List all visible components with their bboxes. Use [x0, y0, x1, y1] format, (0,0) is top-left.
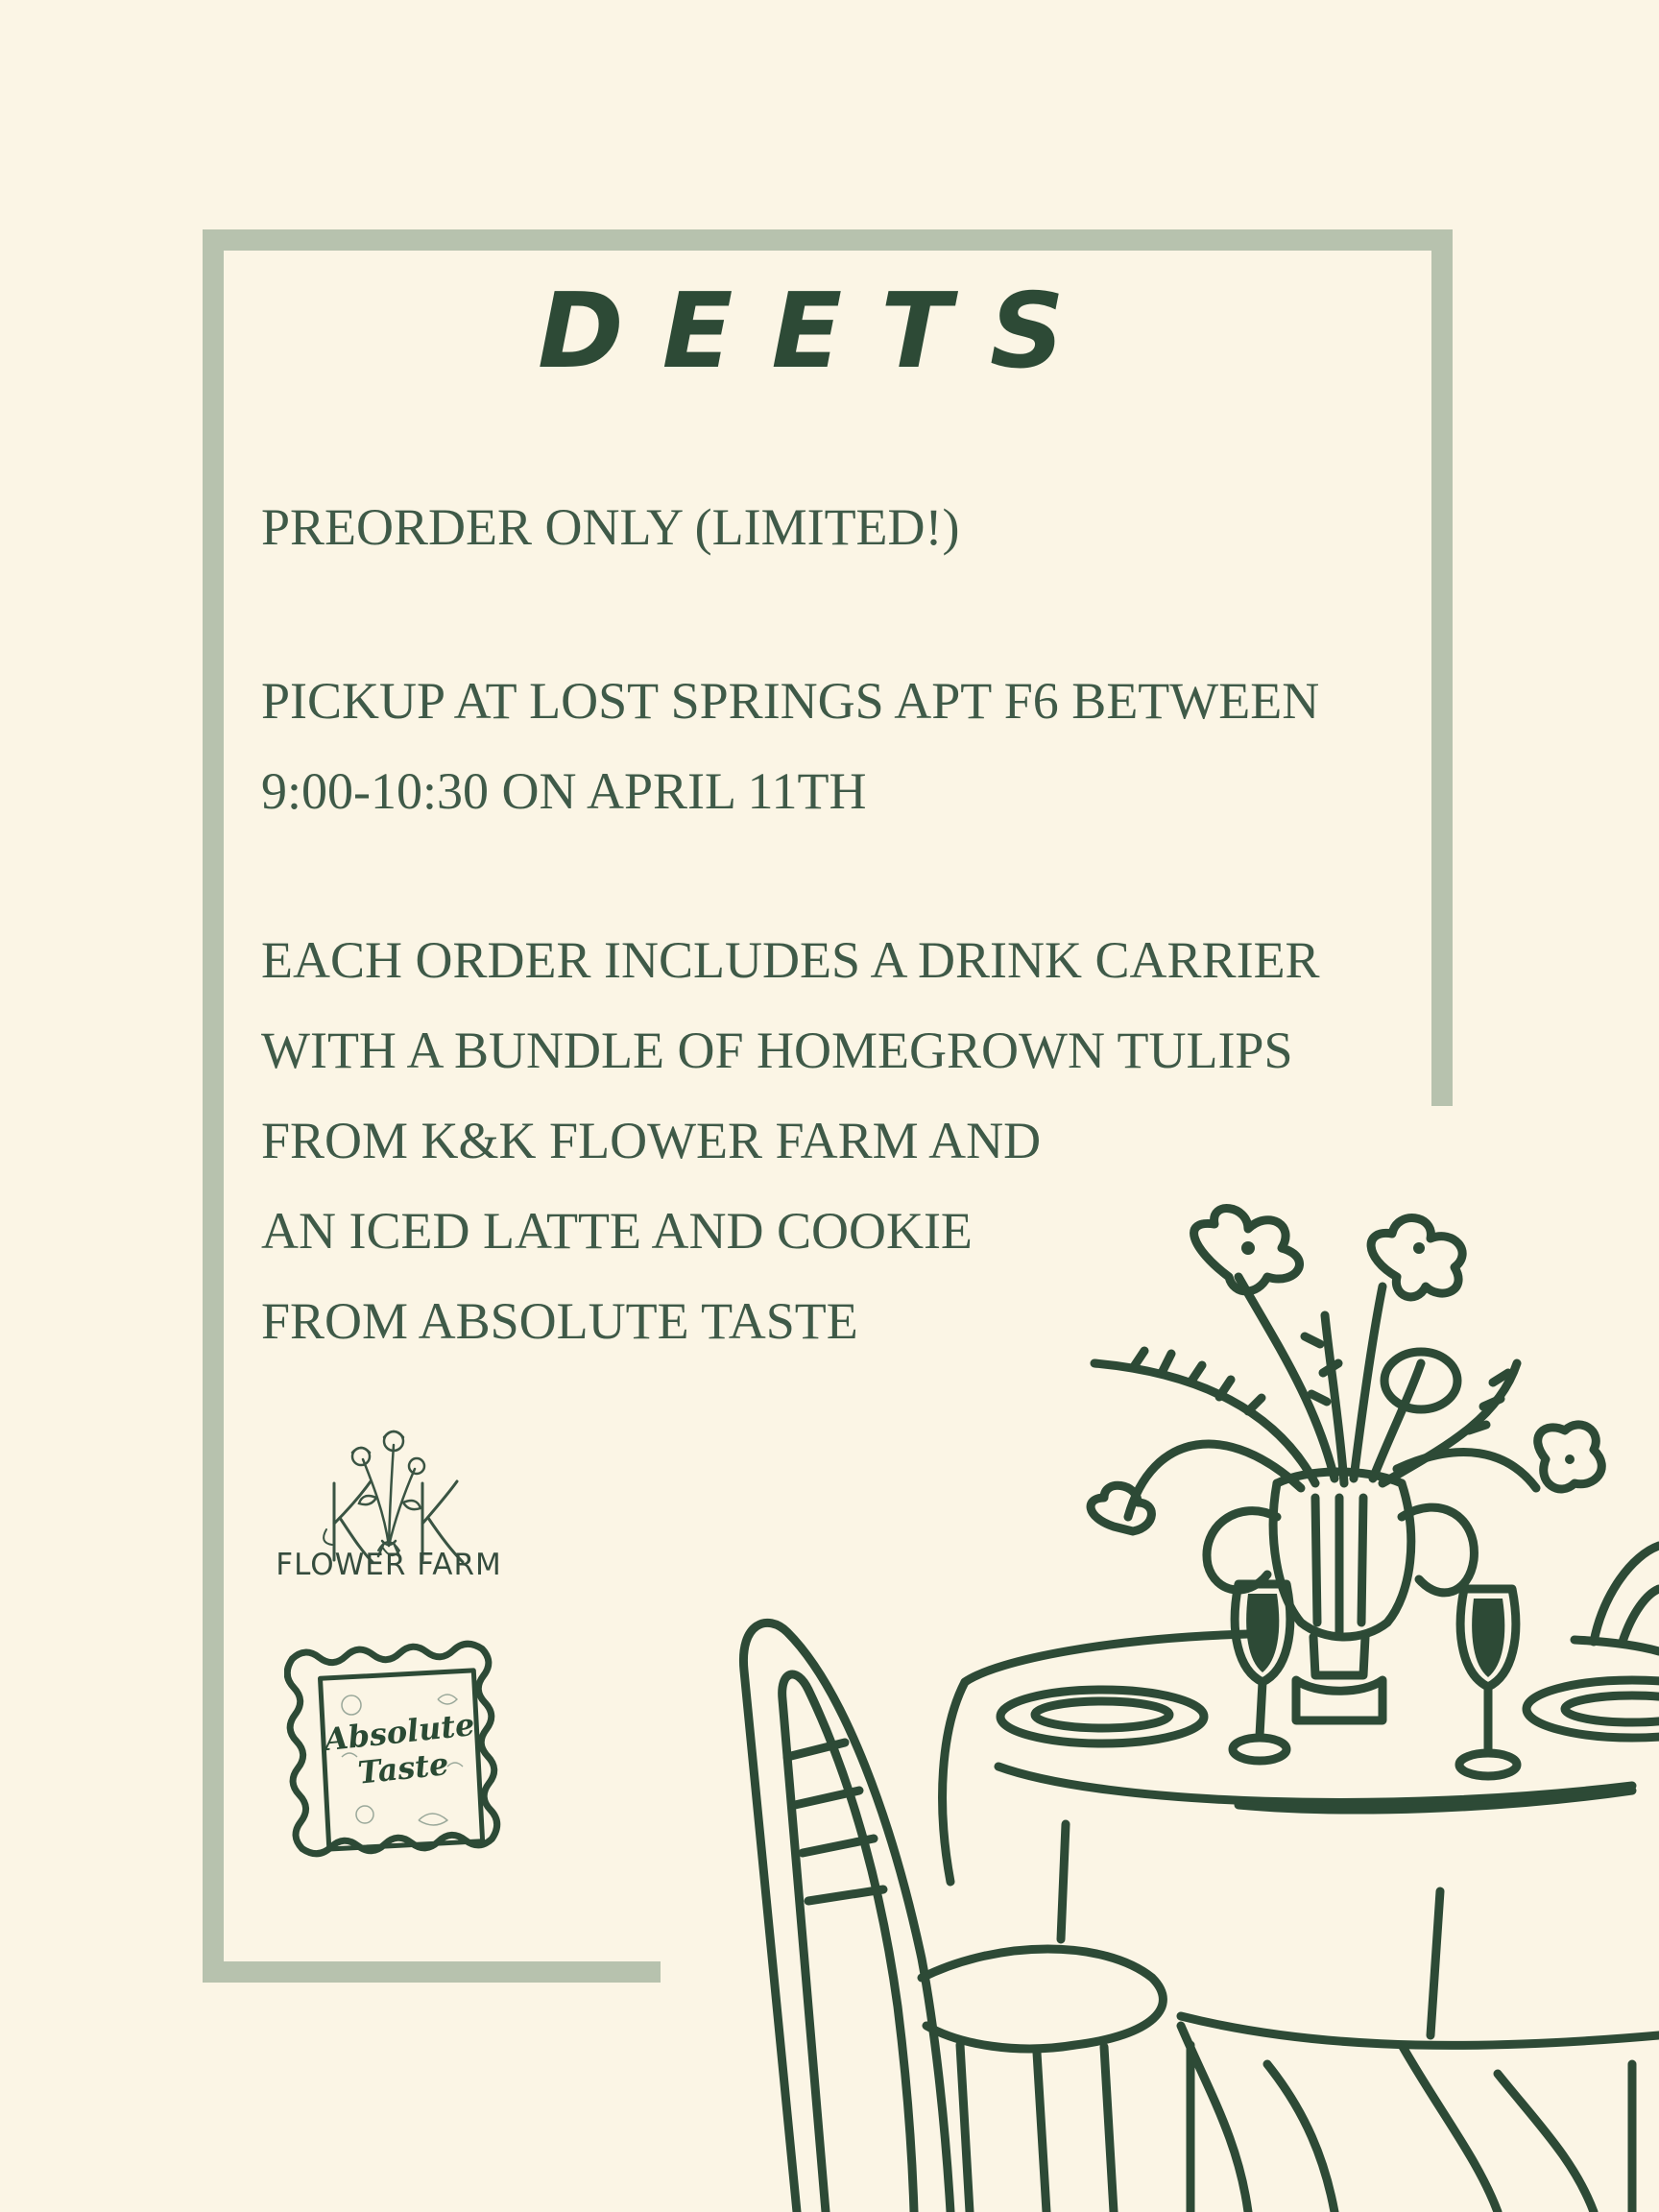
kk-flower-farm-caption: FLOWER FARM [276, 1548, 502, 1582]
order-line-5: FROM ABSOLUTE TASTE [261, 1292, 858, 1350]
preorder-line: PREORDER ONLY (LIMITED!) [261, 498, 960, 556]
cafe-table-illustration [730, 1200, 1659, 2212]
pickup-text [261, 656, 1319, 836]
absolute-taste-line-2: Taste [355, 1745, 451, 1791]
order-line-2: WITH A BUNDLE OF HOMEGROWN TULIPS [261, 1022, 1293, 1079]
absolute-taste-line-1: Absolute [322, 1705, 477, 1759]
preorder-text [261, 482, 960, 572]
pickup-line-1: PICKUP AT LOST SPRINGS APT F6 BETWEEN [261, 672, 1320, 730]
pickup-line-2: 9:00-10:30 ON APRIL 11TH [261, 762, 867, 820]
order-line-1: EACH ORDER INCLUDES A DRINK CARRIER [261, 931, 1320, 989]
order-line-3: FROM K&K FLOWER FARM AND [261, 1112, 1042, 1169]
order-line-4: AN ICED LATTE AND COOKIE [261, 1202, 973, 1260]
page-title: DEETS [538, 272, 1103, 392]
